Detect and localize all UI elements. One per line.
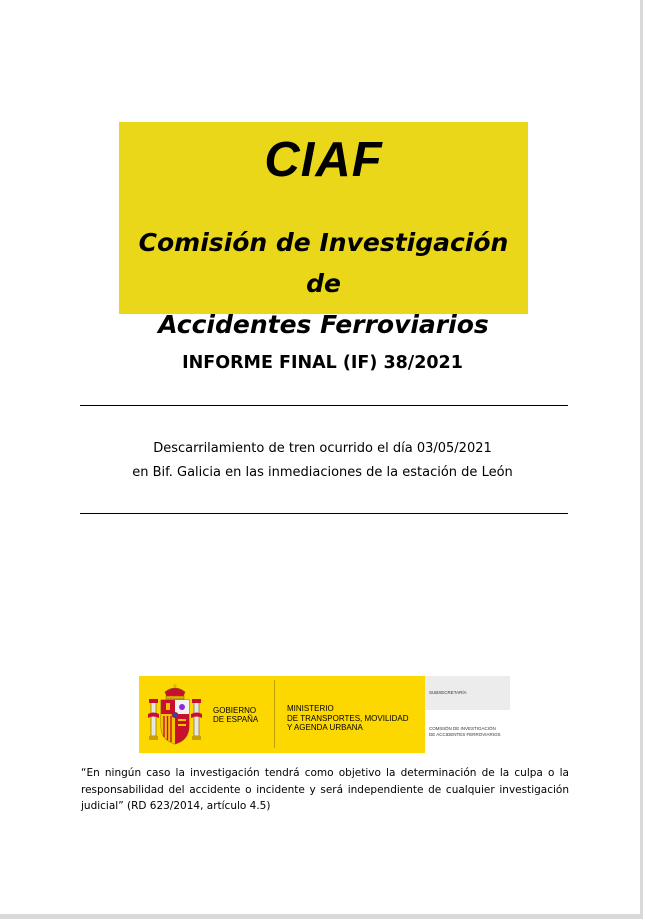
logo-yellow-panel — [139, 676, 425, 753]
ciaf-logo-line2: DE ACCIDENTES FERROVIARIOS — [429, 732, 501, 737]
gobierno-de-espana-text — [213, 706, 258, 724]
ministerio-line2: DE TRANSPORTES, MOVILIDAD — [287, 713, 409, 723]
legal-disclaimer-quote: “En ningún caso la investigación tendrá como objetivo la determinación de la culpa o la responsabilidad del accidente o incidente y será independiente de cualquier investigación judicial” (RD 623/2014, artículo 4.5) — [81, 767, 569, 812]
banner-name-line2: Accidentes Ferroviarios — [158, 310, 489, 339]
gobierno-line1: GOBIERNO — [213, 706, 257, 715]
banner-name-line1: Comisión de Investigación de — [138, 228, 509, 298]
ministerio-text — [287, 704, 409, 733]
divider-top — [80, 405, 568, 406]
report-subtitle — [0, 437, 645, 485]
ciaf-logo-text — [429, 726, 501, 738]
ministerio-line1: MINISTERIO — [287, 704, 334, 713]
logo-subsecretaria-panel — [425, 676, 510, 753]
logo-grey-band — [425, 676, 510, 710]
report-title: INFORME FINAL (IF) 38/2021 — [182, 353, 463, 373]
subsecretaria-text: SUBSECRETARÍA — [429, 690, 467, 695]
logo-divider — [274, 680, 275, 748]
subtitle-line1: Descarrilamiento de tren ocurrido el día 03/05/2021 — [153, 441, 492, 456]
coat-of-arms-of-spain-icon — [147, 682, 203, 748]
ciaf-banner — [119, 122, 528, 339]
government-logo — [139, 676, 510, 753]
ciaf-logo-line1: COMISIÓN DE INVESTIGACIÓN — [429, 726, 496, 731]
divider-bottom — [80, 513, 568, 514]
subtitle-line2: en Bif. Galicia en las inmediaciones de la estación de León — [132, 465, 513, 480]
gobierno-line2: DE ESPAÑA — [213, 715, 259, 724]
banner-acronym: CIAF — [264, 133, 383, 187]
banner-full-name — [119, 222, 528, 345]
ministerio-line3: Y AGENDA URBANA — [287, 723, 363, 732]
